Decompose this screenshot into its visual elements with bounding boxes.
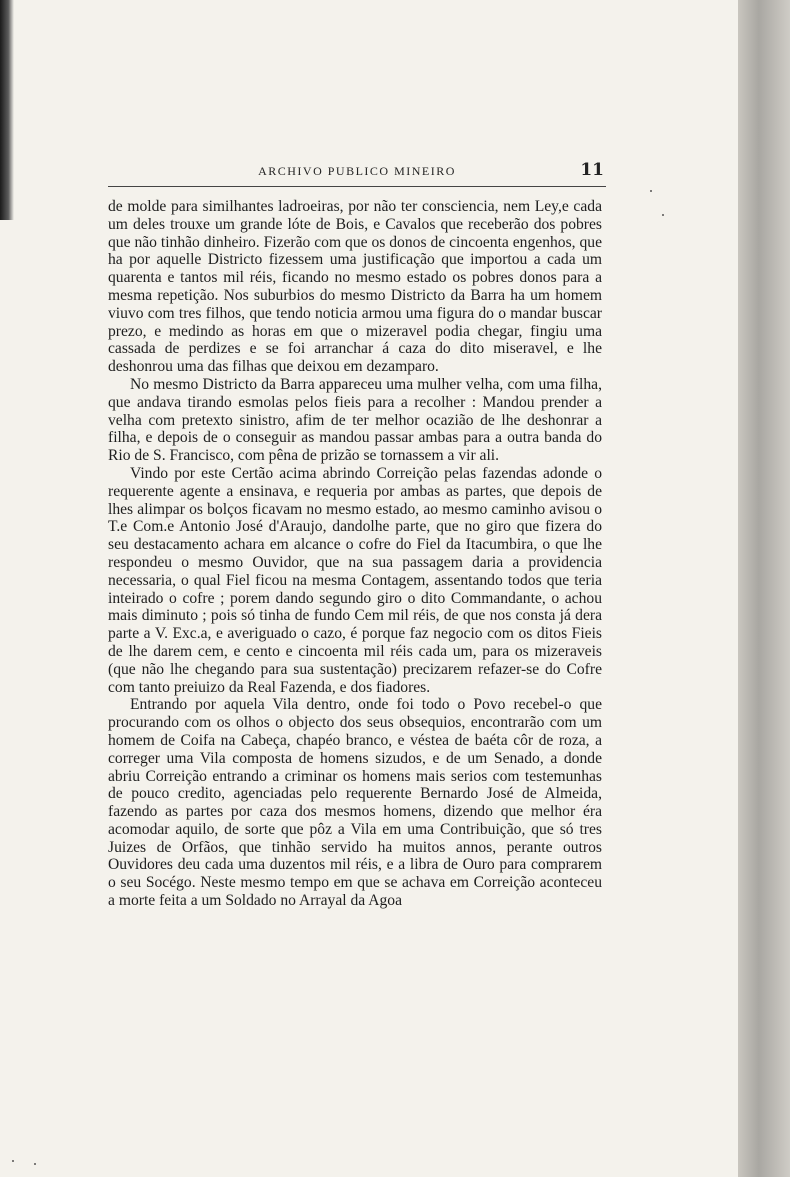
- scan-speck: [650, 190, 652, 192]
- binding-spine: [0, 0, 14, 220]
- paragraph: Vindo por este Certão acima abrindo Correição pelas fazendas adonde o requerente agente a ensinava, e requeria por ambas as partes, que depois de lhes alimpar os bolços ficavam no mesmo estado, ao mesmo caminho avisou o T.e Com.e Antonio José d'Araujo, dandolhe parte, que no giro que fizera do seu destacamento achara em alcance o cofre do Fiel da Itacumbira, o que lhe respondeu o mesmo Ouvidor, que na sua passagem daria a providencia necessaria, o qual Fiel ficou na mesma Contagem, assentando todos que teria inteirado o cofre ; porem dando segundo giro o dito Commandante, o achou mais diminuto ; pois só tinha de fundo Cem mil réis, de que nos consta já dera parte a V. Exc.a, e averiguado o cazo, é porque faz negocio com os ditos Fieis de lhe darem cem, e cento e cincoenta mil réis cada um, para os mizeraveis (que não lhe chegando para sua sustentação) precizarem refazer-se do Cofre com tanto preiuizo da Real Fazenda, e dos fiadores.: [108, 464, 602, 696]
- scan-speck: [34, 1163, 36, 1165]
- scan-speck: [12, 1160, 14, 1162]
- header-title: ARCHIVO PUBLICO MINEIRO: [258, 164, 456, 178]
- paragraph: No mesmo Districto da Barra appareceu uma mulher velha, com uma filha, que andava tirando esmolas pelos fieis para a recolher : Mandou prender a velha com pretexto sinistro, afim de ter melhor ocazião de lhe deshonrar a filha, e depois de o conseguir as mandou passar ambas para a outra banda do Rio de S. Francisco, com pêna de prizão se tornassem a vir ali.: [108, 375, 602, 465]
- paragraph: Entrando por aquela Vila dentro, onde foi todo o Povo recebel-o que procurando com os olhos o objecto dos seus obsequios, encontrarão com um homem de Coifa na Cabeça, chapéo branco, e véstea de baéta côr de roza, a correger uma Vila composta de homens sizudos, e de um Senado, a donde abriu Correição entrando a criminar os homens mais serios com testemunhas de pouco credito, agenciadas pelo requerente Bernardo José de Almeida, fazendo as partes por caza dos mesmos homens, dizendo que melhor éra acomodar aquilo, de sorte que pôz a Vila em uma Contribuição, que só tres Juizes de Orfãos, que tinhão servido ha muitos annos, perante outros Ouvidores deu cada uma duzentos mil réis, e a libra de Ouro para comprarem o seu Socégo. Neste mesmo tempo em que se achava em Correição aconteceu a morte feita a um Soldado no Arrayal da Agoa: [108, 696, 602, 910]
- page-edge-shadow: [738, 0, 790, 1177]
- paragraph: de molde para similhantes ladroeiras, por não ter consciencia, nem Ley,e cada um deles trouxe um grande lóte de Bois, e Cavalos que receberão dos pobres que não tinhão dinheiro. Fizerão com que os donos de cincoenta engenhos, que ha por aquelle Districto fizessem uma justificação que importou a cada um quarenta e tantos mil réis, ficando no mesmo estado os pobres donos para a mesma repetição. Nos suburbios do mesmo Districto da Barra ha um homem viuvo com tres filhos, que tendo noticia armou uma figura do o mandar buscar prezo, e medindo as horas em que o mizeravel podia chegar, fingiu uma cassada de perdizes e se foi arranchar á caza do dito miseravel, e lhe deshonrou uma das filhas que deixou em dezamparo.: [108, 198, 602, 376]
- body-text: [108, 198, 602, 910]
- scan-speck: [662, 214, 664, 216]
- page-number: 11: [580, 160, 604, 180]
- running-header: [108, 160, 606, 187]
